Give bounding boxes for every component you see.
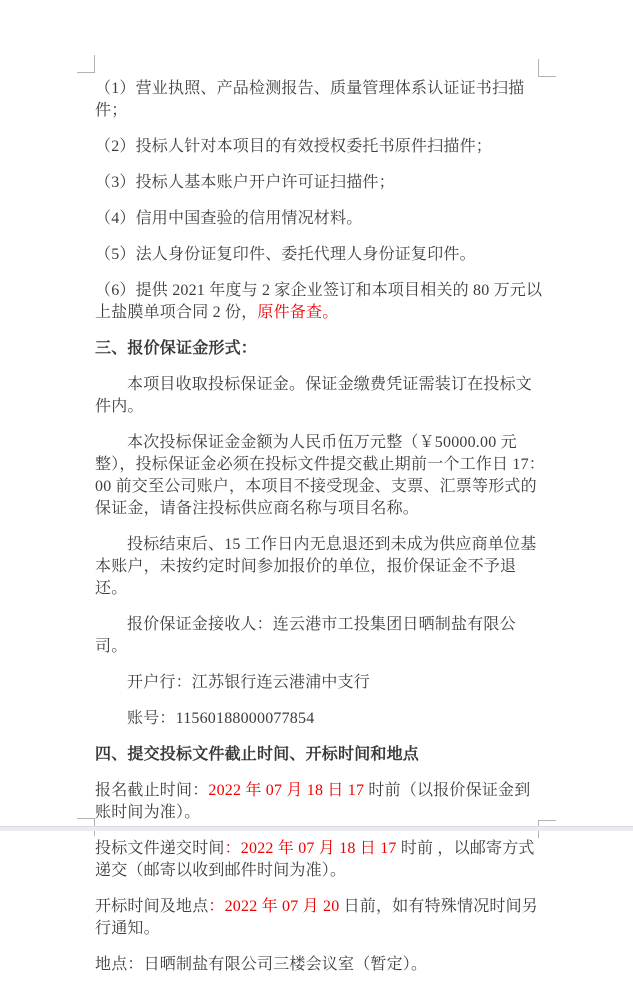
para-submission-time-tail: 时前 ，以邮寄方式递交（邮寄以收到邮件时间为准）。	[95, 840, 535, 879]
para-opening-time	[95, 896, 545, 940]
para-opening-time-tail: 日前，如有特殊情况时间另行通知。	[95, 898, 539, 937]
para-bond-amount	[95, 432, 545, 520]
section-heading-4-text: 四、提交投标文件截止时间、开标时间和地点	[95, 746, 420, 763]
para-bond-receiver	[95, 614, 545, 658]
para-submission-time-date: ：2022 年 07 月 18 日 17	[224, 840, 401, 857]
list-item-2	[95, 136, 545, 158]
para-location-text: 地点：日晒制盐有限公司三楼会议室（暂定）。	[95, 956, 428, 973]
para-bond-amount-text: 本次投标保证金金额为人民币伍万元整（￥50000.00 元整），投标保证金必须在投标文件提交截止期前一个工作日 17：00 前交至公司账户，本项目不接受现金、支票、汇票等形式的保证金，请备注投标供应商名称与项目名称。	[95, 434, 546, 517]
list-item-6-text: （6）提供 2021 年度与 2 家企业签订和本项目相关的 80 万元以上盐膜单项合同 2 份，	[95, 282, 543, 321]
horizontal-scrollbar-track[interactable]	[0, 826, 633, 831]
list-item-5-text: （5）法人身份证复印件、委托代理人身份证复印件。	[95, 246, 476, 263]
document-body	[95, 78, 545, 990]
para-submission-time-label: 投标文件递交时间	[95, 840, 225, 857]
section-heading-4	[95, 744, 545, 766]
para-bond-receiver-text: 报价保证金接收人：连云港市工投集团日晒制盐有限公司。	[95, 616, 516, 655]
para-bond-refund	[95, 534, 545, 600]
list-item-5	[95, 244, 545, 266]
list-item-3-text: （3）投标人基本账户开户许可证扫描件；	[95, 174, 395, 191]
para-registration-deadline-date: 2022 年 07 月 18 日 17	[208, 782, 369, 799]
list-item-1-text: （1）营业执照、产品检测报告、质量管理体系认证证书扫描件；	[95, 80, 525, 119]
list-item-4-text: （4）信用中国查验的信用情况材料。	[95, 210, 363, 227]
para-bond-refund-text: 投标结束后、15 工作日内无息退还到未成为供应商单位基本账户，未按约定时间参加报价的单位，报价保证金不予退还。	[95, 536, 537, 597]
para-registration-deadline-tail: 时前（以报价保证金到账时间为准）。	[95, 782, 531, 821]
para-bank-name	[95, 672, 545, 694]
para-account-number	[95, 708, 545, 730]
para-bond-collect-text: 本项目收取投标保证金。保证金缴费凭证需装订在投标文件内。	[95, 376, 533, 415]
text-boundary-mark-top-left	[77, 55, 95, 73]
section-heading-3-text: 三、报价保证金形式：	[95, 340, 258, 357]
para-opening-time-label: 开标时间及地点	[95, 898, 209, 915]
list-item-4	[95, 208, 545, 230]
list-item-2-text: （2）投标人针对本项目的有效授权委托书原件扫描件；	[95, 138, 493, 155]
list-item-1	[95, 78, 545, 122]
para-registration-deadline-label: 报名截止时间：	[95, 782, 209, 799]
section-heading-3	[95, 338, 545, 360]
text-boundary-mark-top-right	[538, 59, 556, 77]
para-account-number-text: 账号：11560188000077854	[127, 710, 315, 727]
para-opening-time-date: ：2022 年 07 月 20	[208, 898, 344, 915]
para-bank-name-text: 开户行：江苏银行连云港浦中支行	[127, 674, 371, 691]
para-submission-time	[95, 838, 545, 882]
list-item-6-red-note: 原件备查。	[257, 304, 339, 321]
list-item-3	[95, 172, 545, 194]
para-bond-collect	[95, 374, 545, 418]
para-registration-deadline	[95, 780, 545, 824]
list-item-6	[95, 280, 545, 324]
para-location	[95, 954, 545, 976]
